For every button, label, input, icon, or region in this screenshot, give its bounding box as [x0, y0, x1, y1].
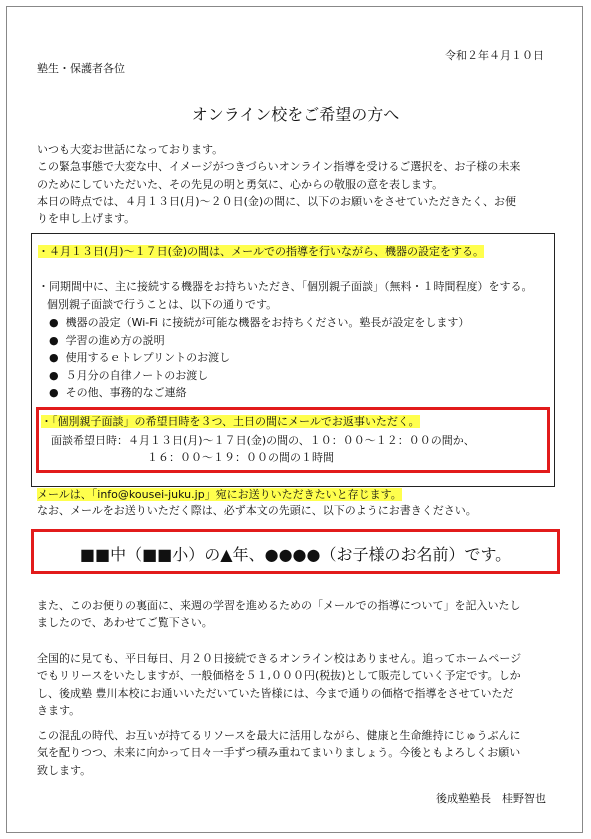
list-item — [49, 314, 469, 332]
bullet-icon: ● — [49, 386, 59, 399]
list-item-label: 使用するｅトレプリントのお渡し — [65, 351, 231, 364]
list-item — [49, 384, 469, 402]
para-line: きます。 — [37, 703, 81, 717]
bullet-icon: ● — [49, 316, 59, 329]
highlight-text: ・４月１３日(月)～１７日(金)の間は、メールでの指導を行いながら、機器の設定をする。 — [38, 245, 484, 258]
para-line: 致します。 — [37, 763, 92, 777]
intro-line: りを申し上げます。 — [37, 212, 136, 226]
para-line: 気を配りつつ、未来に向かって日々一手ずつ積み重ねてまいりましょう。今後ともよろしくお願い — [37, 746, 521, 760]
letter-date: 令和２年４月１０日 — [445, 49, 544, 62]
paragraph-2 — [37, 597, 521, 632]
para-line: ましたので、あわせてご覧下さい。 — [37, 616, 213, 630]
para-line: 全国的に見ても、平日毎日、月２０日接続できるオンライン校はありません。追ってホームページ — [37, 652, 522, 665]
intro-line: 本日の時点では、４月１３日(月)～２０日(金)の間に、以下のお願いをさせていただきたく、お便 — [37, 194, 516, 208]
schedule-line: 面談希望日時：４月１３日(月)～１７日(金)の間の、１０：００～１２：００の間か、 — [51, 434, 475, 447]
paragraph-4 — [37, 727, 520, 779]
bullet-icon: ● — [49, 351, 59, 364]
list-item — [49, 332, 469, 350]
bullet-icon: ● — [49, 368, 59, 382]
para-line: し、後成塾 豊川本校にお通いいただいていた皆様には、今まで通りの価格で指導をさせていただ — [37, 686, 514, 700]
list-item-label: 学習の進め方の説明 — [65, 333, 165, 347]
list-item-label: その他、事務的なご連絡 — [65, 386, 187, 399]
intro-line: のためにしていただいた、その先見の明と勇気に、心からの敬服の意を表します。 — [37, 177, 444, 191]
highlight-period — [38, 243, 484, 260]
mail-note: なお、メールをお送りいただく際は、必ず本文の先頭に、以下のようにお書きください。 — [37, 504, 477, 517]
para-line: この混乱の時代、お互いが持てるリソースを最大に活用しながら、健康と生命維持にじゅうぶんに — [37, 729, 521, 742]
list-item — [49, 367, 469, 385]
bullet-icon: ● — [49, 333, 59, 347]
intro-line: この緊急事態で大変な中、イメージがつきづらいオンライン指導を受けるご選択を、お子様の未来 — [37, 160, 521, 174]
list-item-label: 機器の設定（Wi-Fi に接続が可能な機器をお持ちください。塾長が設定をします） — [65, 316, 470, 329]
para-line: でもリリースをいたしますが、一般価格を５１,０００円(税抜)として販売していく予定です。しか — [37, 669, 521, 683]
intro-line: いつも大変お世話になっております。 — [37, 143, 224, 156]
highlight-text: メールは、「info@kousei-juku.jp」宛にお送りいただきたいと存じます。 — [37, 488, 402, 501]
paragraph-3 — [37, 650, 521, 719]
highlight-interview — [41, 413, 420, 430]
schedule-line: １６：００～１９：００の間の１時間 — [147, 451, 334, 464]
highlight-text: ・「個別親子面談」の希望日時を３つ、土日の間にメールでお返事いただく。 — [41, 415, 420, 428]
page-title: オンライン校をご希望の方へ — [191, 105, 400, 124]
list-item — [49, 349, 469, 367]
intro-paragraph — [37, 141, 520, 227]
list-item-label: ５月分の自律ノートのお渡し — [65, 368, 209, 382]
bullet-list — [49, 314, 469, 402]
signature: 後成塾塾長 桂野智也 — [436, 792, 546, 805]
template-line: ■■中（■■小）の▲年、●●●●（お子様のお名前）です。 — [79, 545, 512, 564]
recipients: 塾生・保護者各位 — [37, 62, 125, 75]
box-line: 個別親子面談で行うことは、以下の通りです。 — [47, 298, 278, 311]
para-line: また、このお便りの裏面に、来週の学習を進めるための「メールでの指導について」を記入いたし — [37, 599, 521, 612]
document-page — [6, 6, 583, 833]
box-line: ・同期間中に、主に接続する機器をお持ちいただき、「個別親子面談」（無料・１時間程度）をする。 — [38, 280, 533, 293]
mail-highlight — [37, 486, 402, 503]
